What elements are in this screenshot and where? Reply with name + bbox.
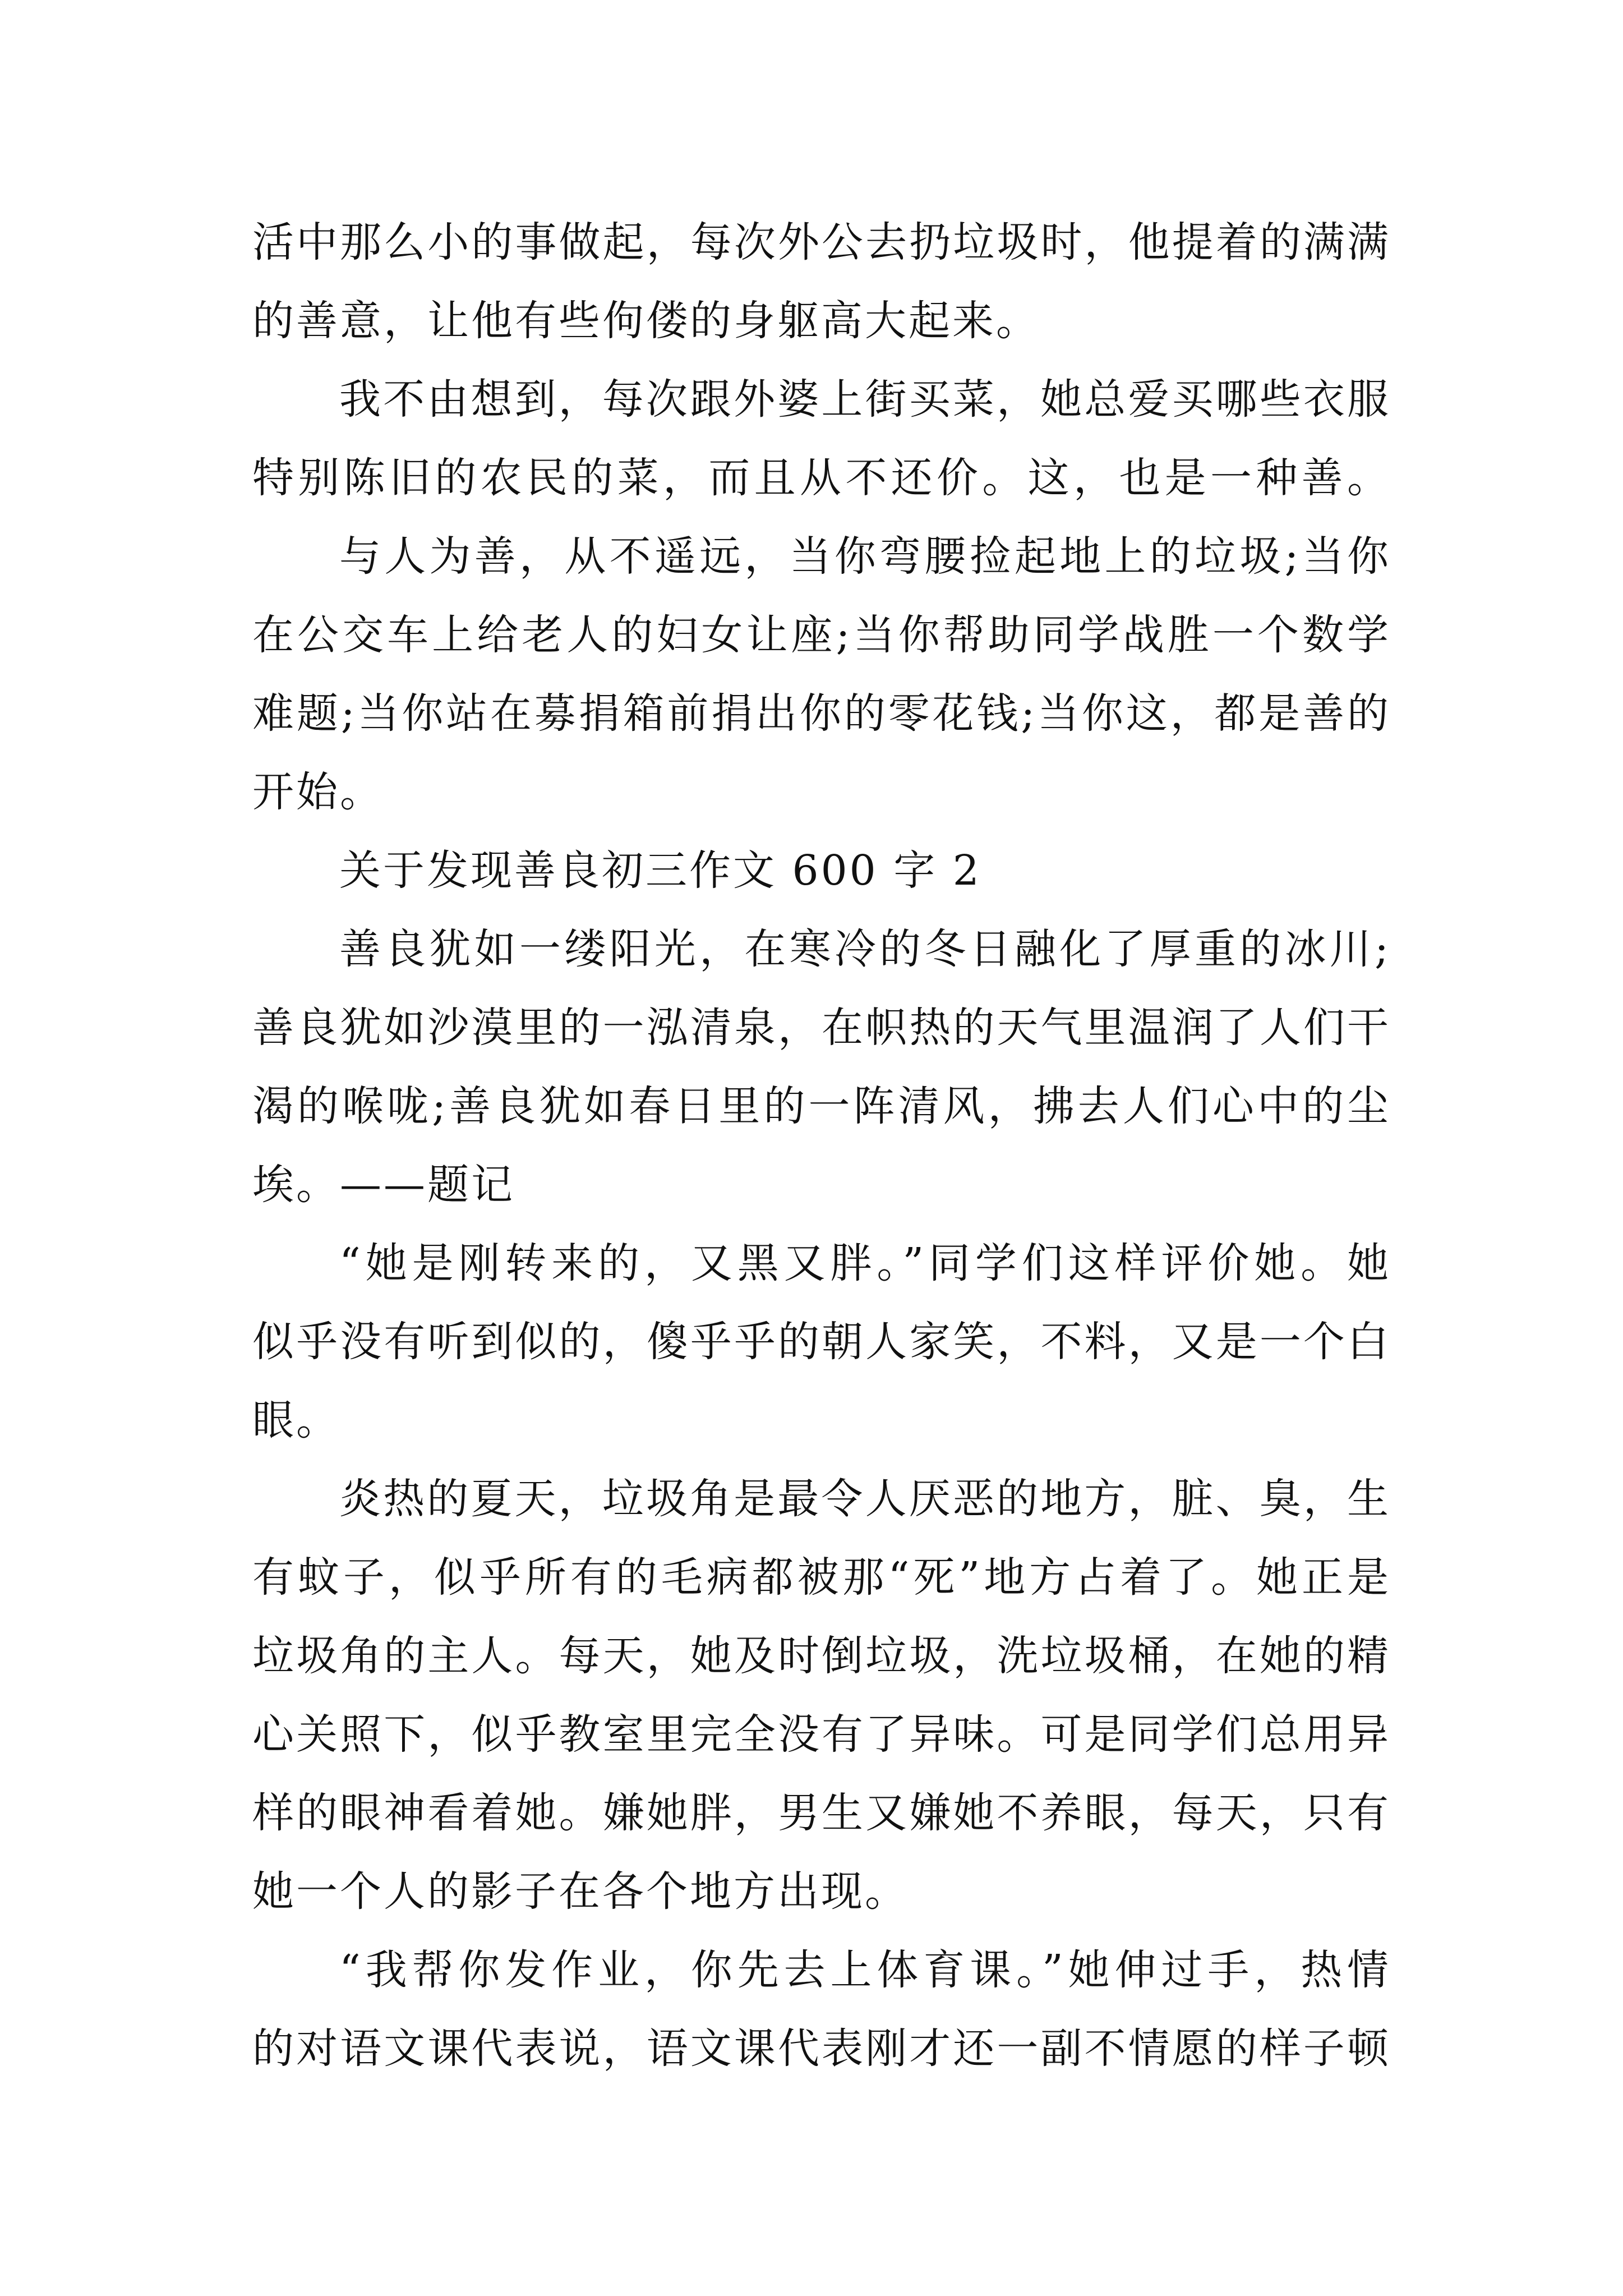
paragraph-first-line: 炎热的夏天，垃圾角是最令人厌恶的地方，脏、臭，生 [339, 1475, 1391, 1523]
text-line: 活中那么小的事做起，每次外公去扔垃圾时，他提着的满满 [252, 218, 1391, 266]
section-heading: 关于发现善良初三作文 600 字 2 [339, 846, 981, 895]
text-line: 难题;当你站在募捐箱前捐出你的零花钱;当你这，都是善的 [252, 689, 1391, 738]
text-line: 她一个人的影子在各个地方出现。 [252, 1867, 909, 1916]
text-line: 渴的喉咙;善良犹如春日里的一阵清风，拂去人们心中的尘 [252, 1082, 1391, 1130]
text-line: 埃。——题记 [252, 1161, 515, 1209]
text-line: 善良犹如沙漠里的一泓清泉，在帜热的天气里温润了人们干 [252, 1004, 1391, 1052]
text-line: 眼。 [252, 1396, 340, 1444]
text-line: 心关照下，似乎教室里完全没有了异味。可是同学们总用异 [252, 1710, 1391, 1759]
text-line: 的对语文课代表说，语文课代表刚才还一副不情愿的样子顿 [252, 2024, 1391, 2073]
paragraph-first-line: 善良犹如一缕阳光，在寒冷的冬日融化了厚重的冰川; [339, 925, 1391, 973]
text-line: 垃圾角的主人。每天，她及时倒垃圾，洗垃圾桶，在她的精 [252, 1632, 1391, 1680]
text-line: 似乎没有听到似的，傻乎乎的朝人家笑，不料，又是一个白 [252, 1318, 1391, 1366]
paragraph-first-line: “我帮你发作业，你先去上体育课。”她伸过手，热情 [339, 1946, 1391, 1994]
paragraph-first-line: 与人为善，从不遥远，当你弯腰捡起地上的垃圾;当你 [339, 532, 1391, 581]
text-line: 开始。 [252, 768, 384, 816]
text-line: 有蚊子，似乎所有的毛病都被那“死”地方占着了。她正是 [252, 1553, 1391, 1602]
text-line: 在公交车上给老人的妇女让座;当你帮助同学战胜一个数学 [252, 611, 1391, 659]
paragraph-first-line: “她是刚转来的，又黑又胖。”同学们这样评价她。她 [339, 1239, 1391, 1287]
text-line: 特别陈旧的农民的菜，而且从不还价。这，也是一种善。 [252, 454, 1391, 502]
text-line: 的善意，让他有些佝偻的身躯高大起来。 [252, 297, 1040, 345]
text-line: 样的眼神看着她。嫌她胖，男生又嫌她不养眼，每天，只有 [252, 1789, 1391, 1837]
paragraph-first-line: 我不由想到，每次跟外婆上街买菜，她总爱买哪些衣服 [339, 375, 1391, 424]
